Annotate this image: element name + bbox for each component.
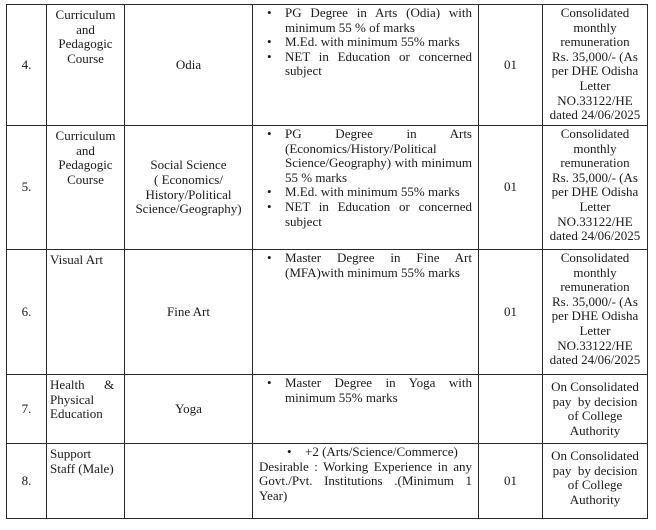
qualification-list: [257, 6, 472, 79]
remuneration-line: per DHE Odisha: [551, 308, 639, 324]
remuneration-line: monthly: [573, 140, 617, 156]
qualification-cell: [253, 250, 479, 375]
subject-line: Science/Geography): [135, 201, 242, 217]
qualification-list: [257, 376, 472, 405]
remuneration-line: NO.33122/HE: [557, 213, 633, 229]
qualification-list: [257, 251, 472, 280]
post-name-line: Course: [67, 171, 104, 187]
table-row: [7, 250, 648, 375]
qualification-item: • M.Ed. with minimum 55% marks: [285, 35, 472, 50]
remuneration-line: of College: [567, 477, 623, 493]
post-name-line: Staff (Male): [50, 460, 114, 476]
remuneration-cell: [543, 375, 648, 444]
remuneration-line: Rs. 35,000/- (As: [552, 169, 638, 185]
serial-number: 5.: [21, 179, 32, 195]
post-name-line: Support: [50, 446, 92, 461]
serial-number-cell: [7, 126, 47, 250]
remuneration-line: dated 24/06/2025: [549, 352, 641, 368]
subject-line: Odia: [175, 56, 202, 72]
serial-number-cell: [7, 444, 47, 519]
post-name-line: Course: [67, 50, 104, 66]
posts-count-cell: [479, 444, 543, 519]
table-row: [7, 126, 648, 250]
posts-count: 01: [504, 56, 517, 72]
remuneration-line: Rs. 35,000/- (As: [552, 293, 638, 309]
serial-number: 6.: [21, 303, 32, 319]
subject-line: Social Science: [150, 157, 227, 173]
post-name-line: Curriculum: [55, 7, 116, 22]
subject-cell: [125, 375, 253, 444]
table-row: [7, 5, 648, 126]
post-name-cell: [47, 126, 125, 250]
remuneration-line: monthly: [573, 19, 617, 35]
qualification-item: • Master Degree in Yoga with minimum 55% marks: [285, 376, 472, 405]
recruitment-table: [6, 4, 648, 519]
post-name-cell: [47, 444, 125, 519]
subject-cell: [125, 250, 253, 375]
serial-number-cell: [7, 375, 47, 444]
posts-count-cell: [479, 375, 543, 444]
remuneration-line: dated 24/06/2025: [549, 107, 641, 123]
posts-count-cell: [479, 250, 543, 375]
qualification-cell: [253, 444, 479, 519]
remuneration-line: Consolidated: [560, 250, 630, 265]
posts-count: 01: [504, 303, 517, 319]
remuneration-cell: [543, 444, 648, 519]
qualification-item: • NET in Education or concerned subject: [285, 200, 472, 229]
remuneration-line: Authority: [569, 491, 621, 507]
remuneration-line: remuneration: [560, 155, 630, 171]
remuneration-line: per DHE Odisha: [551, 63, 639, 79]
remuneration-cell: [543, 5, 648, 126]
qualification-item: • Master Degree in Fine Art (MFA)with minimum 55% marks: [285, 251, 472, 280]
serial-number: 4.: [21, 56, 32, 72]
remuneration-line: Consolidated: [560, 5, 630, 20]
remuneration-line: monthly: [573, 264, 617, 280]
post-name-line: Education: [50, 406, 103, 422]
remuneration-line: pay by decision: [552, 393, 638, 409]
posts-count-cell: [479, 126, 543, 250]
remuneration-line: NO.33122/HE: [557, 337, 633, 353]
serial-number: 7.: [21, 400, 32, 416]
serial-number-cell: [7, 5, 47, 126]
remuneration-line: NO.33122/HE: [557, 92, 633, 108]
serial-number-cell: [7, 250, 47, 375]
remuneration-line: dated 24/06/2025: [549, 228, 641, 244]
qualification-list: [257, 127, 472, 229]
subject-cell: [125, 126, 253, 250]
table-row: [7, 375, 648, 444]
remuneration-line: On Consolidated: [551, 448, 639, 463]
remuneration-line: Rs. 35,000/- (As: [552, 48, 638, 64]
qualification-cell: [253, 5, 479, 126]
subject-cell: [125, 5, 253, 126]
subject-line: Yoga: [175, 400, 202, 416]
post-name-line: Visual Art: [50, 252, 104, 267]
qualification-item: • NET in Education or concerned subject: [285, 50, 472, 79]
subject-line: Fine Art: [167, 303, 210, 319]
qualification-cell: [253, 375, 479, 444]
remuneration-line: remuneration: [560, 279, 630, 295]
post-name-line: Physical: [50, 391, 95, 407]
remuneration-cell: [543, 250, 648, 375]
remuneration-line: Letter: [579, 322, 611, 338]
remuneration-line: remuneration: [560, 34, 630, 50]
table-row: [7, 444, 648, 519]
post-name-line: Curriculum: [55, 128, 116, 143]
post-name-line: Pedagogic: [58, 36, 113, 52]
post-name-line: Pedagogic: [58, 157, 113, 173]
remuneration-line: Letter: [579, 77, 611, 93]
remuneration-line: Letter: [579, 198, 611, 214]
qualification-list: [257, 445, 472, 460]
qualification-item: • PG Degree in Arts (Economics/History/Political Science/Geography) with minimum 55 % marks: [285, 127, 472, 185]
remuneration-line: Authority: [569, 422, 621, 438]
post-name-line: Health &: [50, 377, 115, 392]
subject-cell: [125, 444, 253, 519]
posts-count: 01: [504, 179, 517, 195]
qualification-cell: [253, 126, 479, 250]
qualification-item: • M.Ed. with minimum 55% marks: [285, 185, 472, 200]
desirable-note: Desirable : Working Experience in any Govt./Pvt. Institutions .(Minimum 1 Year): [259, 458, 472, 503]
remuneration-line: pay by decision: [552, 462, 638, 478]
remuneration-line: of College: [567, 408, 623, 424]
remuneration-line: Consolidated: [560, 126, 630, 141]
post-name-cell: [47, 5, 125, 126]
subject-line: History/Political: [145, 186, 232, 202]
qualification-item: • PG Degree in Arts (Odia) with minimum 55 % of marks: [285, 6, 472, 35]
posts-count-cell: [479, 5, 543, 126]
post-name-cell: [47, 250, 125, 375]
serial-number: 8.: [21, 472, 32, 488]
post-name-line: and: [76, 21, 95, 37]
remuneration-line: On Consolidated: [551, 379, 639, 394]
remuneration-cell: [543, 126, 648, 250]
post-name-line: and: [76, 142, 95, 158]
subject-line: ( Economics/: [154, 171, 223, 187]
remuneration-line: per DHE Odisha: [551, 184, 639, 200]
post-name-cell: [47, 375, 125, 444]
posts-count: 01: [504, 472, 517, 488]
qualification-item: • +2 (Arts/Science/Commerce): [305, 445, 472, 460]
